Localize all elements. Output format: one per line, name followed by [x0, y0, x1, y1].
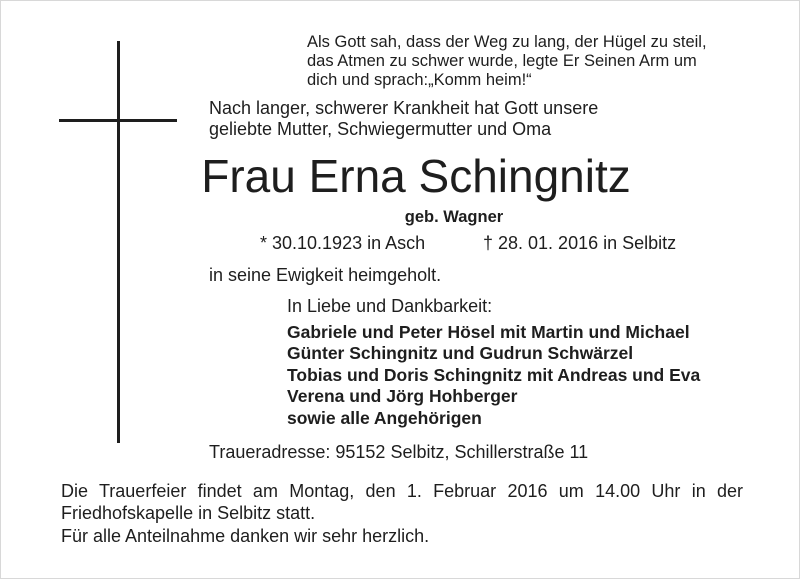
- maiden-name: geb. Wagner: [404, 208, 504, 226]
- intro-line: geliebte Mutter, Schwiegermutter und Oma: [209, 119, 552, 139]
- deceased-name: Frau Erna Schingnitz: [201, 150, 631, 202]
- mourner-line: Günter Schingnitz und Gudrun Schwärzel: [287, 343, 634, 364]
- verse-line: das Atmen zu schwer wurde, legte Er Seinen Arm um: [307, 52, 697, 70]
- intro-line: Nach langer, schwerer Krankheit hat Gott unsere: [209, 98, 599, 118]
- mourners-list: [287, 322, 700, 429]
- funeral-info: Die Trauerfeier findet am Montag, den 1. Februar 2016 um 14.00 Uhr in der Friedhofskapelle in Selbitz statt.: [61, 481, 743, 523]
- thanks-line: Für alle Anteilnahme danken wir sehr herzlich.: [61, 526, 430, 546]
- mourner-line: Verena und Jörg Hohberger: [287, 386, 518, 407]
- mourning-address: Traueradresse: 95152 Selbitz, Schillerstraße 11: [209, 442, 589, 462]
- mourner-line: Gabriele und Peter Hösel mit Martin und Michael: [287, 322, 690, 342]
- cross-icon-crossbar: [59, 119, 177, 122]
- verse-line: dich und sprach:„Komm heim!“: [307, 71, 532, 89]
- mourner-line: sowie alle Angehörigen: [287, 407, 482, 428]
- birth-date: * 30.10.1923 in Asch: [260, 233, 426, 253]
- cross-icon: [117, 41, 120, 443]
- verse-line: Als Gott sah, dass der Weg zu lang, der Hügel zu steil,: [307, 33, 707, 51]
- mourner-line: Tobias und Doris Schingnitz mit Andreas und Eva: [287, 364, 701, 385]
- eternity-line: in seine Ewigkeit heimgeholt.: [209, 265, 442, 285]
- intro-text: [209, 98, 598, 140]
- gratitude-heading: In Liebe und Dankbarkeit:: [287, 296, 493, 316]
- death-date: † 28. 01. 2016 in Selbitz: [483, 233, 677, 253]
- verse: [307, 33, 793, 90]
